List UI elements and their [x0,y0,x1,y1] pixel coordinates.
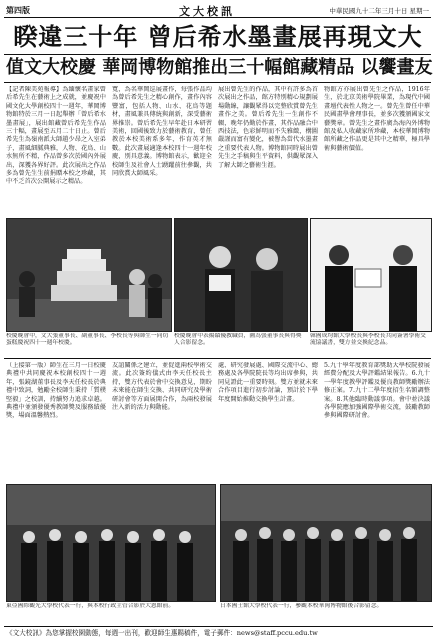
photo-agreement-signing [310,218,432,332]
article-column-4: 物館方亦展出曾先生之作品，1916年生，於北京美術學院畢業，為現代中國畫壇代表性人物之一。曾先生曾任中華民國畫學會理事長，並多次獲頒國家文藝獎章。曾先生之畫作廣為海內外博物館及私人收藏家所珍藏，本校華岡博物館所藏之作品更是其中之精華，極具學術與藝術價值。 [324,86,430,152]
sub-headline: 值文大校慶 華岡博物館推出三十幅館藏精品 以饗畫友 [6,57,433,78]
masthead [4,3,431,18]
article-column-6: 友誼關係之建立，並促進兩校學術交流。此次簽約儀式由李天任校長主持，雙方代表於會中交換意見，期盼未來能在師生交換、共同研究及學術研討會等方面展開合作，為兩校發展注入新的活力與動能。 [112,362,212,412]
photo-award-ceremony [174,218,308,332]
issue-date: 中華民國九十二年三月十日 星期一 [329,7,429,15]
caption-photo-3: 韓國成均館大學校長與李校長共同簽署學術交流協議書，雙方並交換紀念品。 [310,333,426,347]
article-column-2: 寬，為名華岡巡展畫作，每張作品均為曾后希先生之精心創作，畫作內容豐富，包括人物、山水、花鳥等題材，畫風兼具傳統與創新，深受藝術界推崇。曾后希先生早年赴日本研習美術，回國後致力於藝術教育，曾任教於本校美術系多年，作育英才無數。此次畫展適逢本校四十一週年校慶，別具意義。博物館表示，歡迎全校師生及社會人士踴躍前往參觀，共同欣賞大師風采。 [112,86,212,178]
photo-group-delegation-1 [6,484,216,602]
caption-photo-1: 校慶晚會中，文大張董事長、副董事長、李校長等與師生一同切蛋糕慶祝四十一週年校慶。 [6,333,169,347]
caption-photo-2: 校慶晚會中表揚績優教職員，圖為張董事長與得獎人合影留念。 [174,333,302,347]
photo-group-delegation-2 [220,484,432,602]
article-column-8: 5.九十學年度教育部獎助大學校院發展經費分配及大學評鑑結果報告。6.九十一學年度教學評鑑及優良教師獎勵辦法修正案。7.九十二學年度招生名額調整案。8.其他臨時動議事項。會中並決議各學院應加強國際學術交流，鼓勵教師參與國際研討會。 [324,362,430,420]
section-divider-top [4,82,431,83]
photo-birthday-cake [6,218,172,332]
article-column-5: （上接第一版）師生在三月一日校慶典禮中共同慶祝本校創校四十一週年，張鏡湖董事長及李天任校長於典禮中致詞，勉勵全校師生秉持「質樸堅毅」之校訓，持續努力追求卓越。典禮中並頒發優秀教師獎及服務績優獎，場面溫馨熱烈。 [6,362,106,420]
page-number: 第四版 [6,5,30,15]
headline-divider [4,54,431,55]
article-column-7: 處、研究發展處、國際交流中心、總務處及各學院院長等均出席參與，共同見證此一重要時刻。雙方並就未來合作項目進行初步討論，預計於下學年度開始推動交換學生計畫。 [218,362,318,403]
article-column-1: 【記者陳美苑報導】為緬懷名畫家曾后希先生在藝術上之成就，並慶祝中國文化大學創校四十一週年，華岡博物館特於三月一日起舉辦「曾后希水墨畫展」，展出館藏曾后希先生作品三十幅，畫展至五月二十日止。曾后希先生為嶺南派大師趙少昂之入室弟子，畫風細膩典雅，人物、花鳥、山水無所不精，作品曾多次於國內外展出，深獲各界好評。此次展出之作品多為曾先生生前捐贈本校之珍藏，其中不乏首次公開展示之精品。 [6,86,106,186]
caption-photo-4: 東亞國際觀光大學校代表一行，與本校行政主管合影於大恩館前。 [6,603,175,609]
article-column-3: 展出曾先生的作品，其中有許多為首次展出之作品，館方特別精心規劃展場動線，讓觀眾得以完整欣賞曾先生畫作之美。曾后希先生一生創作不輟，晚年仍勤於作畫，其作品融合中西技法，色彩鮮明而不失雅緻，構圖嚴謹而富有變化，被譽為當代水墨畫之重要代表人物。博物館同時展出曾先生之手稿與生平資料，供觀眾深入了解大師之藝術生涯。 [218,86,318,169]
caption-photo-5: 日本國士館大學校代表一行，參觀本校華岡博物館後合影留念。 [220,603,383,609]
footer-note: 《文大校訊》為您掌握校園動態，每週一出刊，歡迎師生惠賜稿件，電子郵件：news@staff.pccu.edu.tw [4,626,433,639]
section-divider-middle [4,358,431,359]
newspaper-title: 文大校訊 [179,5,235,18]
main-headline: 睽違三十年 曾后希水墨畫展再現文大 [13,23,423,51]
